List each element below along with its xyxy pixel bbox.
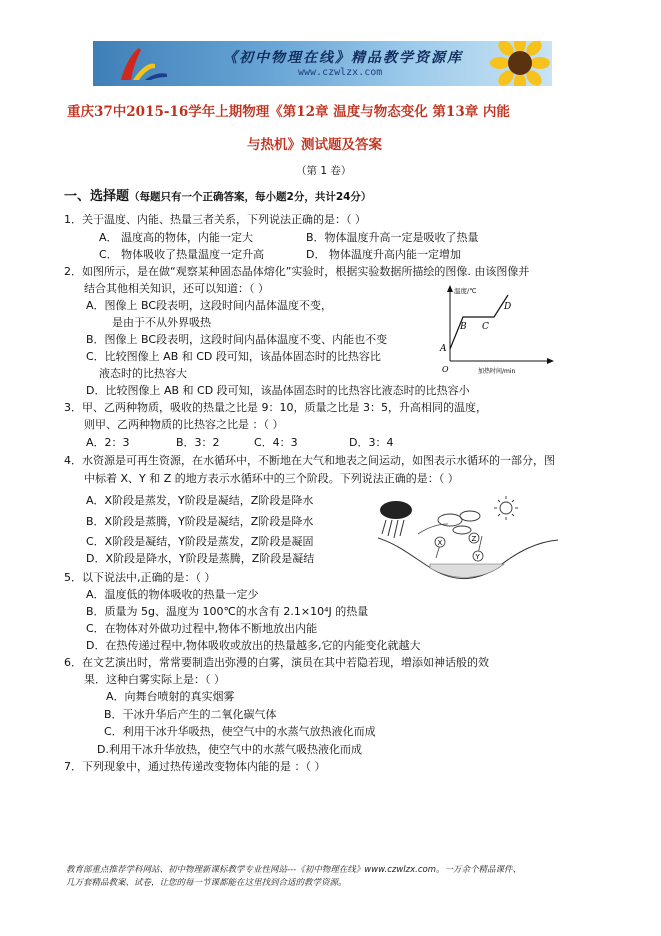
q2-option-d: D．比较图像上 AB 和 CD 段可知，该晶体固态时的比热容比液态时的比热容小 bbox=[86, 384, 470, 397]
q5-option-c: C．在物体对外做功过程中,物体不断地放出内能 bbox=[86, 622, 318, 635]
water-body bbox=[430, 564, 504, 577]
banner-title: 《初中物理在线》精品教学资源库 bbox=[223, 50, 463, 66]
q2-option-a-line2: 是由于不从外界吸热 bbox=[112, 316, 211, 329]
q5-option-b: B．质量为 5g、温度为 100℃的水含有 2.1×10⁴J 的热量 bbox=[86, 605, 369, 618]
q5-option-d: D．在热传递过程中,物体吸收或放出的热量越多,它的内能变化就越大 bbox=[86, 639, 421, 652]
footer-line2: 几万套精品教案、试卷，让您的每一节课都能在这里找到合适的教学资源。 bbox=[66, 878, 347, 888]
q5-option-a: A．温度低的物体吸收的热量一定少 bbox=[86, 588, 259, 601]
q2-option-b: B．图像上 BC段表明，这段时间内晶体温度不变、内能也不变 bbox=[86, 333, 388, 346]
q1-option-d: D． 物体温度升高内能一定增加 bbox=[306, 248, 461, 261]
graph-origin-label: O bbox=[442, 365, 449, 374]
q4-stem-line2: 中标着 X、Y 和 Z 的地方表示水循环中的三个阶段。下列说法正确的是：（ ） bbox=[84, 472, 459, 485]
q4-option-b: B．X阶段是蒸腾，Y阶段是凝结，Z阶段是降水 bbox=[86, 515, 314, 528]
x-label: X bbox=[437, 539, 443, 547]
q4-option-c: C．X阶段是凝结，Y阶段是蒸发，Z阶段是凝固 bbox=[86, 535, 314, 548]
cloud-icon bbox=[438, 511, 480, 534]
sun-icon bbox=[494, 496, 518, 520]
graph-point-c: C bbox=[482, 322, 489, 332]
y-label: Y bbox=[475, 553, 480, 561]
volume-label: （第 1 卷） bbox=[296, 165, 352, 177]
q2-stem-line1: 2．如图所示，是在做“观察某种固态晶体熔化”实验时，根据实验数据所描绘的图像. 由该图像并 bbox=[64, 265, 530, 278]
section-heading bbox=[64, 185, 371, 204]
section-title: 一、选择题 bbox=[64, 189, 130, 204]
graph-xlabel: 加热时间/min bbox=[478, 368, 516, 375]
z-label: Z bbox=[471, 535, 477, 543]
q4-water-cycle-figure bbox=[378, 494, 558, 586]
q3-option-a: A．2：3 bbox=[86, 436, 130, 449]
q1-option-a: A． 温度高的物体，内能一定大 bbox=[99, 231, 254, 244]
q7-stem: 7．下列现象中，通过热传递改变物体内能的是 ：（ ） bbox=[64, 760, 326, 773]
graph-ylabel: 温度/℃ bbox=[454, 287, 477, 295]
q3-option-b: B．3：2 bbox=[176, 436, 220, 449]
q6-option-c: C．利用干冰升华吸热，使空气中的水蒸气放热液化而成 bbox=[104, 725, 376, 738]
graph-x-arrow-icon bbox=[547, 358, 554, 364]
graph-point-d: D bbox=[504, 302, 512, 312]
q1-option-b: B．物体温度升高一定是吸收了热量 bbox=[306, 231, 479, 244]
document-title-line1: 重庆37中2015-16学年上期物理《第12章 温度与物态变化 第13章 内能 bbox=[67, 104, 510, 120]
sunflower-icon bbox=[488, 41, 552, 86]
graph-point-a: A bbox=[440, 344, 447, 354]
banner-url: www.czwlzx.com bbox=[298, 67, 383, 78]
footer-line1: 教育部重点推荐学科网站、初中物理新课标教学专业性网站---《初中物理在线》www.czwlzx.com。一万余个精品课件、 bbox=[66, 865, 522, 875]
graph-curve bbox=[450, 295, 508, 349]
q3-stem-line2: 则甲、乙两种物质的比热容之比是 ：（ ） bbox=[84, 418, 284, 431]
q2-option-a-line1: A．图像上 BC段表明，这段时间内晶体温度不变， bbox=[86, 299, 333, 312]
q3-option-c: C．4：3 bbox=[254, 436, 298, 449]
q6-option-d: D.利用干冰升华放热，使空气中的水蒸气吸热液化而成 bbox=[97, 743, 362, 756]
rain-cloud-icon bbox=[380, 501, 412, 538]
q1-option-c: C． 物体吸收了热量温度一定升高 bbox=[99, 248, 265, 261]
graph-y-arrow-icon bbox=[447, 285, 453, 292]
q2-stem-line2: 结合其他相关知识，还可以知道：（ ） bbox=[84, 282, 269, 295]
q2-option-c-line1: C．比较图像上 AB 和 CD 段可知，该晶体固态时的比热容比 bbox=[86, 350, 381, 363]
q4-option-a: A．X阶段是蒸发，Y阶段是凝结，Z阶段是降水 bbox=[86, 494, 314, 507]
q2-option-c-line2: 液态时的比热容大 bbox=[99, 367, 187, 380]
q5-stem: 5．以下说法中,正确的是：（ ） bbox=[64, 571, 216, 584]
site-logo-icon bbox=[115, 44, 185, 84]
q4-option-d: D．X阶段是降水，Y阶段是蒸腾，Z阶段是凝结 bbox=[86, 552, 315, 565]
document-title-line2: 与热机》测试题及答案 bbox=[247, 137, 382, 153]
section-note: （每题只有一个正确答案，每小题2分，共计24分） bbox=[129, 191, 372, 203]
q6-stem-line2: 果．这种白雾实际上是：（ ） bbox=[84, 673, 225, 686]
q3-stem-line1: 3．甲、乙两种物质，吸收的热量之比是 9：10，质量之比是 3：5，升高相同的温度， bbox=[64, 401, 487, 414]
q2-melting-graph bbox=[426, 283, 556, 378]
q1-stem: 1．关于温度、内能、热量三者关系，下列说法正确的是：（ ） bbox=[64, 213, 366, 226]
q6-option-b: B．干冰升华后产生的二氧化碳气体 bbox=[104, 708, 277, 721]
graph-point-b: B bbox=[460, 322, 467, 332]
q3-option-d: D．3：4 bbox=[349, 436, 394, 449]
q6-stem-line1: 6．在文艺演出时，常常要制造出弥漫的白雾，演员在其中若隐若现，增添如神话般的效 bbox=[64, 656, 489, 669]
q4-stem-line1: 4．水资源是可再生资源，在水循环中，不断地在大气和地表之间运动，如图表示水循环的一部分，图 bbox=[64, 454, 555, 467]
header-banner bbox=[93, 41, 552, 86]
q6-option-a: A．向舞台喷射的真实烟雾 bbox=[106, 690, 235, 703]
